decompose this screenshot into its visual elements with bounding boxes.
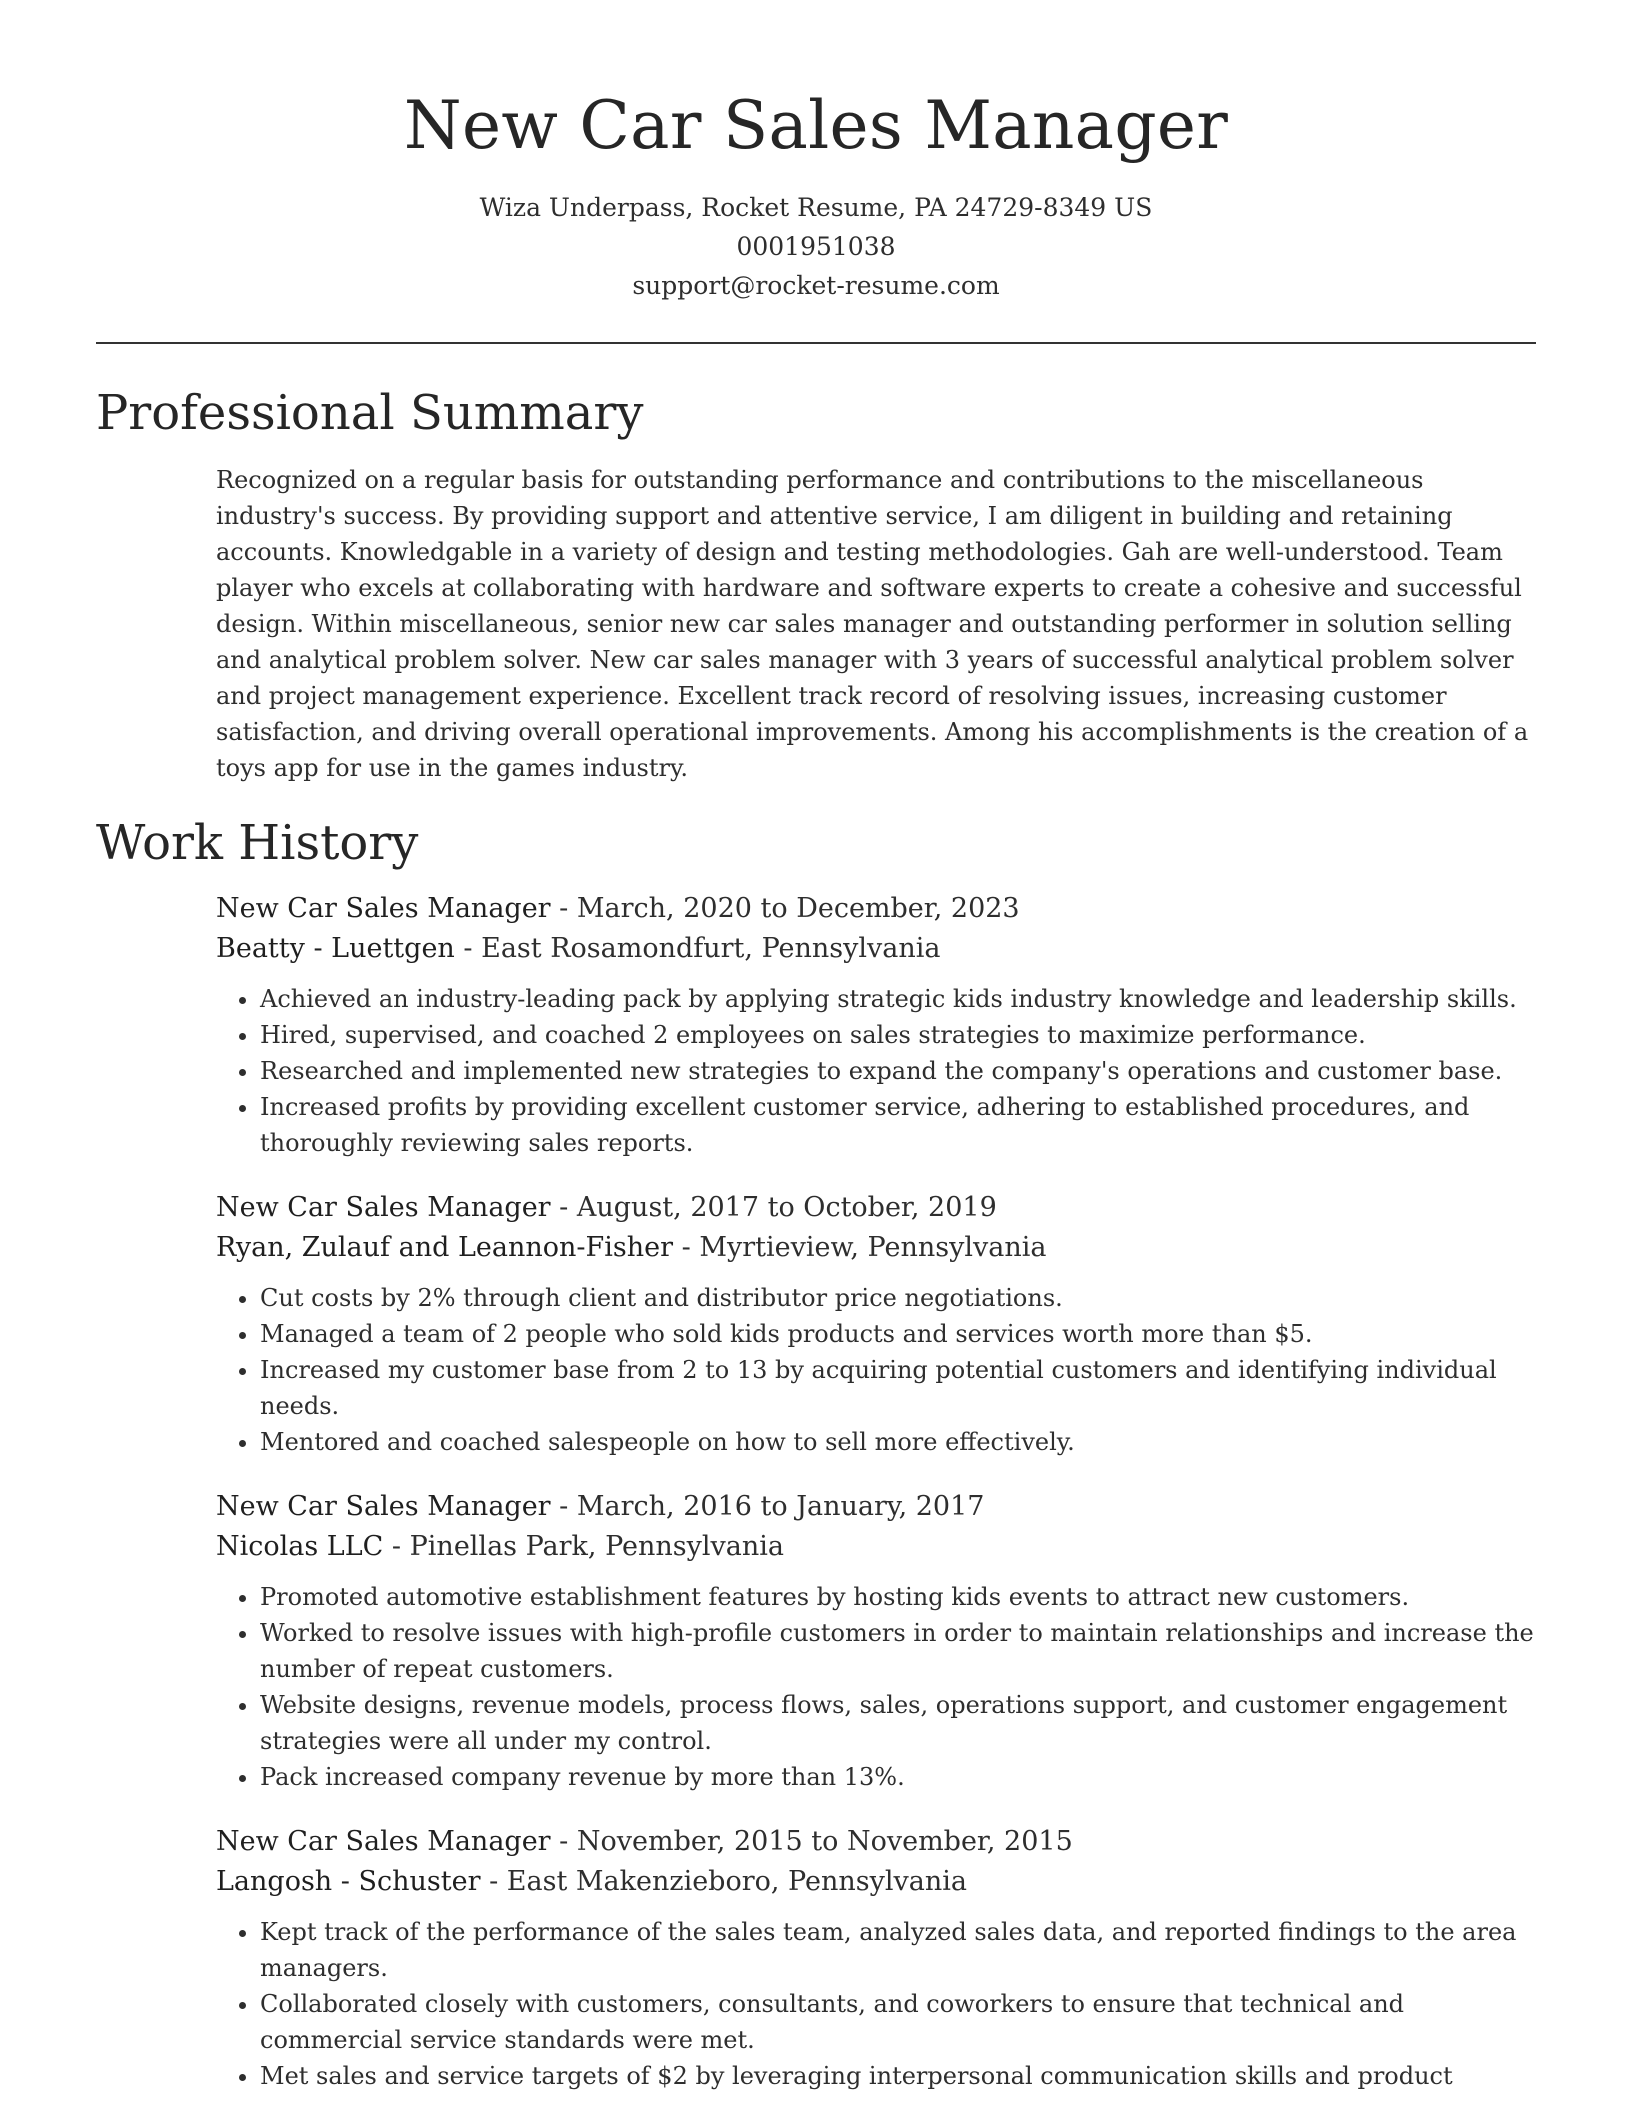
bullet-item: • Mentored and coached salespeople on how to sell more effectively. <box>260 1424 1536 1460</box>
job-company-line <box>216 1862 1536 1902</box>
bullet-item: • Achieved an industry-leading pack by applying strategic kids industry knowledge and leadership skills. <box>260 981 1536 1017</box>
job-dates: March, 2020 to December, 2023 <box>576 893 1020 924</box>
resume-header <box>0 0 1632 305</box>
job-entry <box>216 889 1536 1161</box>
summary-heading: Professional Summary <box>96 385 644 441</box>
job-dates: March, 2016 to January, 2017 <box>576 1491 985 1522</box>
work-history-list <box>216 889 1536 2112</box>
job-company-line <box>216 929 1536 969</box>
bullet-item: • Collaborated closely with customers, consultants, and coworkers to ensure that technical and commercial service standards were met. <box>260 1986 1536 2058</box>
bullet-item: • Researched and implemented new strategies to expand the company's operations and customer base. <box>260 1053 1536 1089</box>
job-bullets <box>216 981 1536 1161</box>
job-role: New Car Sales Manager <box>216 1826 551 1857</box>
bullet-item: • Increased my customer base from 2 to 13 by acquiring potential customers and identifying individual needs. <box>260 1352 1536 1424</box>
contact-block <box>0 188 1632 305</box>
job-company: Beatty - Luettgen <box>216 933 455 964</box>
separator: - <box>550 1826 577 1857</box>
job-role: New Car Sales Manager <box>216 1491 551 1522</box>
bullet-item: • Website designs, revenue models, process flows, sales, operations support, and customer engagement strategies were all under my control. <box>260 1687 1536 1759</box>
bullet-item: • Cut costs by 2% through client and distributor price negotiations. <box>260 1280 1536 1316</box>
job-bullets <box>216 1280 1536 1460</box>
job-entry <box>216 1487 1536 1795</box>
separator: - <box>550 893 577 924</box>
job-entry <box>216 1188 1536 1460</box>
job-company-line <box>216 1228 1536 1268</box>
job-entry <box>216 1822 1536 2094</box>
contact-email: support@rocket-resume.com <box>632 271 1000 300</box>
job-bullets <box>216 1914 1536 2094</box>
separator: - <box>454 933 482 964</box>
bullet-item: • Met sales and service targets of $2 by leveraging interpersonal communication skills and product <box>260 2058 1536 2094</box>
summary-text: Recognized on a regular basis for outstanding performance and contributions to the miscellaneous industry's success. By providing support and attentive service, I am diligent in building and retaining accounts. Knowledgable in a variety of design and testing methodologies. Gah are well-understood. Team player who excels at collaborating with hardware and software experts to create a cohesive and successful design. Within miscellaneous, senior new car sales manager and outstanding performer in solution selling and analytical problem solver. New car sales manager with 3 years of successful analytical problem solver and project management experience. Excellent track record of resolving issues, increasing customer satisfaction, and driving overall operational improvements. Among his accomplishments is the creation of a toys app for use in the games industry. <box>216 466 1529 782</box>
separator: - <box>383 1531 410 1562</box>
job-company: Nicolas LLC <box>216 1531 384 1562</box>
bullet-item: • Pack increased company revenue by more than 13%. <box>260 1759 1536 1795</box>
job-title-line <box>216 1188 1536 1228</box>
bullet-item: • Worked to resolve issues with high-profile customers in order to maintain relationships and increase the number of repeat customers. <box>260 1615 1536 1687</box>
bullet-item: • Promoted automotive establishment features by hosting kids events to attract new customers. <box>260 1579 1536 1615</box>
job-dates: August, 2017 to October, 2019 <box>576 1192 997 1223</box>
header-divider <box>96 342 1536 344</box>
contact-phone: 0001951038 <box>736 232 896 261</box>
job-title-line <box>216 1822 1536 1862</box>
bullet-item: • Increased profits by providing excellent customer service, adhering to established procedures, and thoroughly reviewing sales reports. <box>260 1089 1536 1161</box>
contact-address: Wiza Underpass, Rocket Resume, PA 24729-8349 US <box>479 193 1153 222</box>
job-location: East Rosamondfurt, Pennsylvania <box>481 933 941 964</box>
separator: - <box>480 1866 507 1897</box>
job-location: Pinellas Park, Pennsylvania <box>409 1531 785 1562</box>
job-location: East Makenzieboro, Pennsylvania <box>506 1866 967 1897</box>
job-role: New Car Sales Manager <box>216 1192 551 1223</box>
job-company: Langosh - Schuster <box>216 1866 481 1897</box>
work-history-heading: Work History <box>96 815 419 871</box>
job-bullets <box>216 1579 1536 1795</box>
job-title-line <box>216 1487 1536 1527</box>
job-title-line <box>216 889 1536 929</box>
separator: - <box>673 1232 700 1263</box>
job-location: Myrtieview, Pennsylvania <box>699 1232 1047 1263</box>
job-company: Ryan, Zulauf and Leannon-Fisher <box>216 1232 674 1263</box>
separator: - <box>550 1192 577 1223</box>
job-role: New Car Sales Manager <box>216 893 551 924</box>
job-dates: November, 2015 to November, 2015 <box>576 1826 1073 1857</box>
bullet-item: • Hired, supervised, and coached 2 employees on sales strategies to maximize performance. <box>260 1017 1536 1053</box>
job-company-line <box>216 1527 1536 1567</box>
separator: - <box>550 1491 577 1522</box>
bullet-item: • Managed a team of 2 people who sold kids products and services worth more than $5. <box>260 1316 1536 1352</box>
bullet-item: • Kept track of the performance of the sales team, analyzed sales data, and reported findings to the area managers. <box>260 1914 1536 1986</box>
candidate-title: New Car Sales Manager <box>403 87 1229 164</box>
